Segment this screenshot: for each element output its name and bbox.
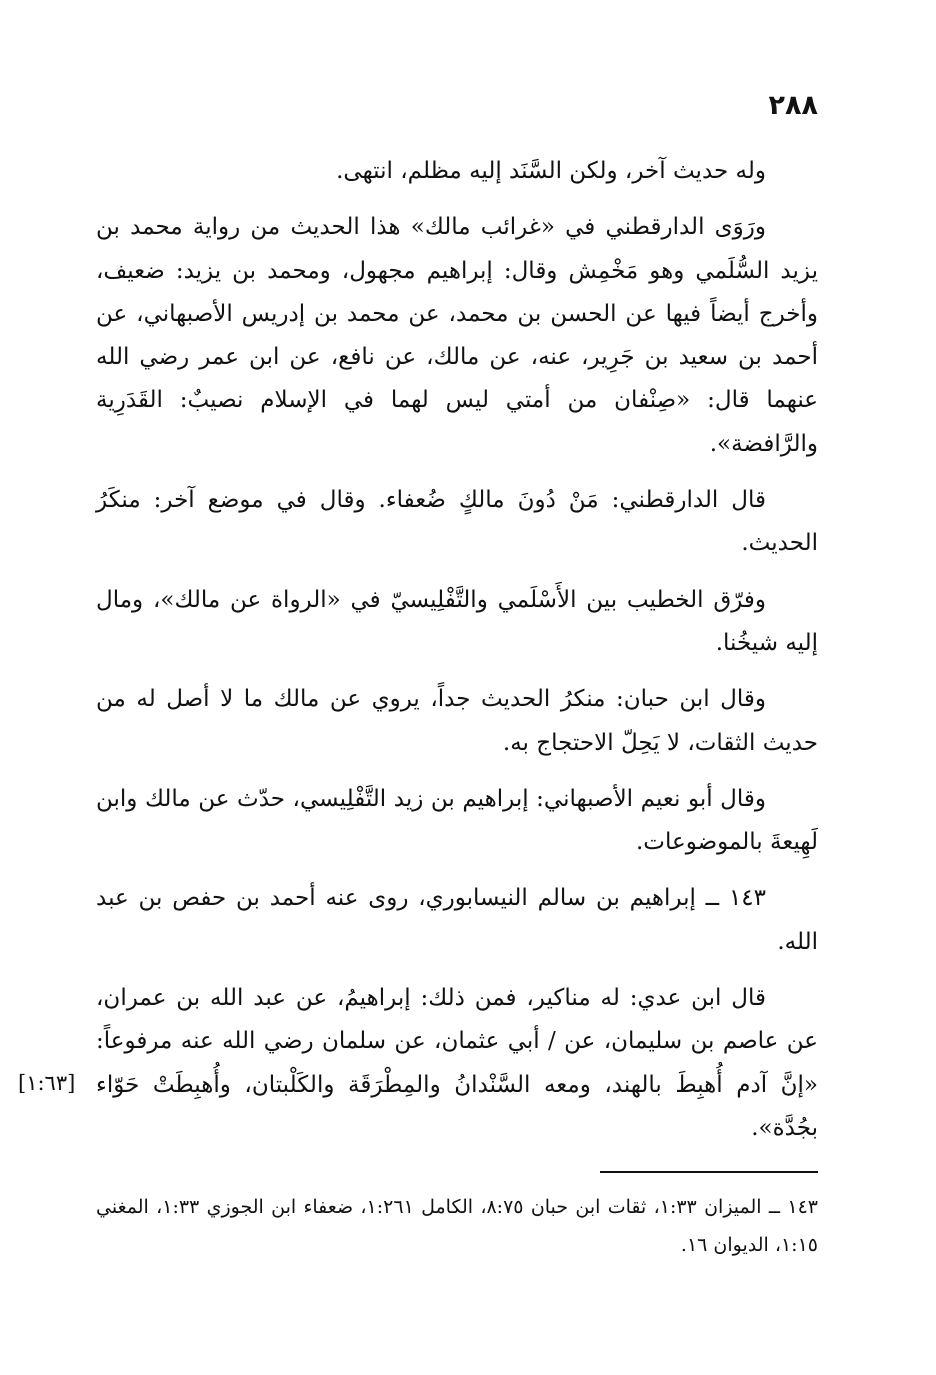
- footnote-divider: [600, 1171, 818, 1173]
- paragraph: وفرّق الخطيب بين الأَسْلَمي والتَّفْلِيسيّ في «الرواة عن مالك»، ومال إليه شيخُنا.: [96, 586, 818, 656]
- footnote: ١٤٣ ــ الميزان ١:٣٣، ثقات ابن حبان ٨:٧٥، الكامل ١:٢٦١، ضعفاء ابن الجوزي ١:٣٣، المغني ١:١٥، الديوان ١٦.: [96, 1196, 818, 1256]
- page-number: ٢٨٨: [768, 90, 818, 121]
- document-page: [18, 88, 818, 1328]
- paragraph: قال ابن عدي: له مناكير، فمن ذلك: إبراهيمُ، عن عبد الله بن عمران، عن عاصم بن سليمان، عن / أبي عثمان، عن سلمان رضي الله عنه مرفوعاً: «إنَّ آدم أُهبِطَ بالهند، ومعه السَّنْدانُ والمِطْرَقَة والكَلْبتان، وأُهبِطَتْ حَوّاء بجُدَّة».: [96, 985, 818, 1141]
- paragraph: قال الدارقطني: مَنْ دُونَ مالكٍ ضُعفاء. وقال في موضع آخر: منكَرُ الحديث.: [96, 487, 818, 557]
- paragraph: وله حديث آخر، ولكن السَّنَد إليه مظلم، انتهى.: [336, 158, 766, 184]
- paragraph: ورَوَى الدارقطني في «غرائب مالك» هذا الحديث من رواية محمد بن يزيد السُّلَمي وهو مَخْمِش وقال: إبراهيم مجهول، ومحمد بن يزيد: ضعيف، وأخرج أيضاً فيها عن الحسن بن محمد، عن محمد بن إدريس الأصبهاني، عن أحمد بن سعيد بن جَرِير، عنه، عن مالك، عن نافع، عن ابن عمر رضي الله عنهما قال: «صِنْفان من أمتي ليس لهما في الإسلام نصيبٌ: القَدَرِية والرَّافضة».: [96, 214, 818, 457]
- entry-heading-paragraph: ١٤٣ ــ إبراهيم بن سالم النيسابوري، روى عنه أحمد بن حفص بن عبد الله.: [96, 885, 818, 955]
- main-text: [96, 150, 818, 1163]
- marginal-page-reference: [١:٦٣]: [18, 1071, 76, 1095]
- paragraph: وقال أبو نعيم الأصبهاني: إبراهيم بن زيد التَّفْلِيسي، حدّث عن مالك وابن لَهِيعةَ بالموضوعات.: [96, 785, 818, 856]
- paragraph: وقال ابن حبان: منكرُ الحديث جداً، يروي عن مالك ما لا أصل له من حديث الثقات، لا يَحِلّ الاحتجاج به.: [96, 686, 818, 756]
